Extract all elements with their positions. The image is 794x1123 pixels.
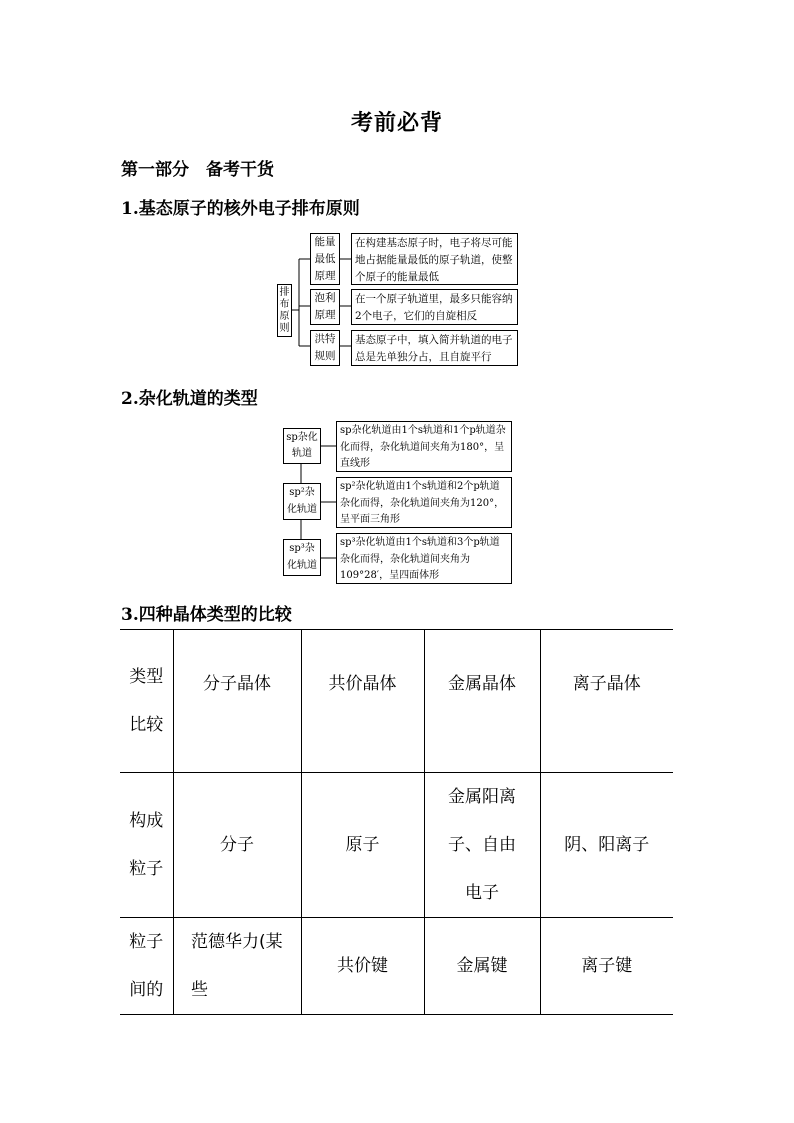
table-cell: 粒子间的 bbox=[120, 918, 173, 1015]
table-cell: 共价晶体 bbox=[301, 630, 424, 773]
table-cell: 离子键 bbox=[540, 918, 673, 1015]
diagram2-item-sp bbox=[283, 428, 321, 464]
diagram2-desc-text: sp³杂化轨道由1个s轨道和3个p轨道杂化而得，杂化轨道间夹角为109°28′，呈四面体形 bbox=[340, 537, 500, 581]
table-cell: 分子晶体 bbox=[173, 630, 301, 773]
diagram2-desc-text: sp²杂化轨道由1个s轨道和2个p轨道杂化而得，杂化轨道间夹角为120°，呈平面三角形 bbox=[340, 481, 505, 525]
diagram1-root-label: 排布原则 bbox=[279, 286, 290, 334]
diagram2-desc-sp2 bbox=[336, 477, 512, 528]
diagram1-desc-text: 在构建基态原子时，电子将尽可能地占据能量最低的原子轨道，使整个原子的能量最低 bbox=[355, 237, 513, 283]
table-cell: 分子 bbox=[173, 773, 301, 918]
section-title: 第一部分 备考干货 bbox=[121, 160, 274, 180]
diagram2-item-sp2 bbox=[283, 483, 321, 520]
heading-2: 2.杂化轨道的类型 bbox=[121, 389, 258, 409]
heading-3: 3.四种晶体类型的比较 bbox=[121, 605, 292, 625]
diagram1-item-label: 能量最低原理 bbox=[314, 235, 336, 282]
table-cell: 构成粒子 bbox=[120, 773, 173, 918]
table-row bbox=[120, 918, 673, 1015]
table-cell: 原子 bbox=[301, 773, 424, 918]
page-title: 考前必背 bbox=[350, 110, 443, 136]
table-cell: 类型比较 bbox=[120, 630, 173, 773]
table-cell: 金属晶体 bbox=[424, 630, 540, 773]
table-cell: 范德华力(某些 bbox=[173, 918, 301, 1015]
diagram2-item-label: sp³杂化轨道 bbox=[287, 543, 317, 571]
diagram1-desc-text: 基态原子中，填入简并轨道的电子总是先单独分占，且自旋平行 bbox=[355, 334, 513, 363]
diagram2-desc-sp3 bbox=[336, 533, 512, 584]
diagram2-item-label: sp杂化轨道 bbox=[286, 431, 318, 459]
diagram2-item-sp3 bbox=[283, 539, 321, 576]
diagram2-desc-text: sp杂化轨道由1个s轨道和1个p轨道杂化而得，杂化轨道间夹角为180°，呈直线形 bbox=[340, 425, 506, 469]
crystal-comparison-table bbox=[120, 629, 673, 1015]
diagram1-item-label: 泡利原理 bbox=[314, 292, 336, 321]
diagram2-item-label: sp²杂化轨道 bbox=[287, 487, 317, 515]
diagram1-item-label: 洪特规则 bbox=[314, 333, 336, 362]
diagram1-desc-text: 在一个原子轨道里，最多只能容纳2个电子，它们的自旋相反 bbox=[355, 293, 513, 322]
table-row bbox=[120, 773, 673, 918]
diagram2-desc-sp bbox=[336, 421, 512, 472]
table-header-row bbox=[120, 630, 673, 773]
table-cell: 金属键 bbox=[424, 918, 540, 1015]
table-cell: 阴、阳离子 bbox=[540, 773, 673, 918]
table-cell: 金属阳离子、自由电子 bbox=[424, 773, 540, 918]
heading-1: 1.基态原子的核外电子排布原则 bbox=[121, 199, 360, 219]
table-cell: 离子晶体 bbox=[540, 630, 673, 773]
table-cell: 共价键 bbox=[301, 918, 424, 1015]
